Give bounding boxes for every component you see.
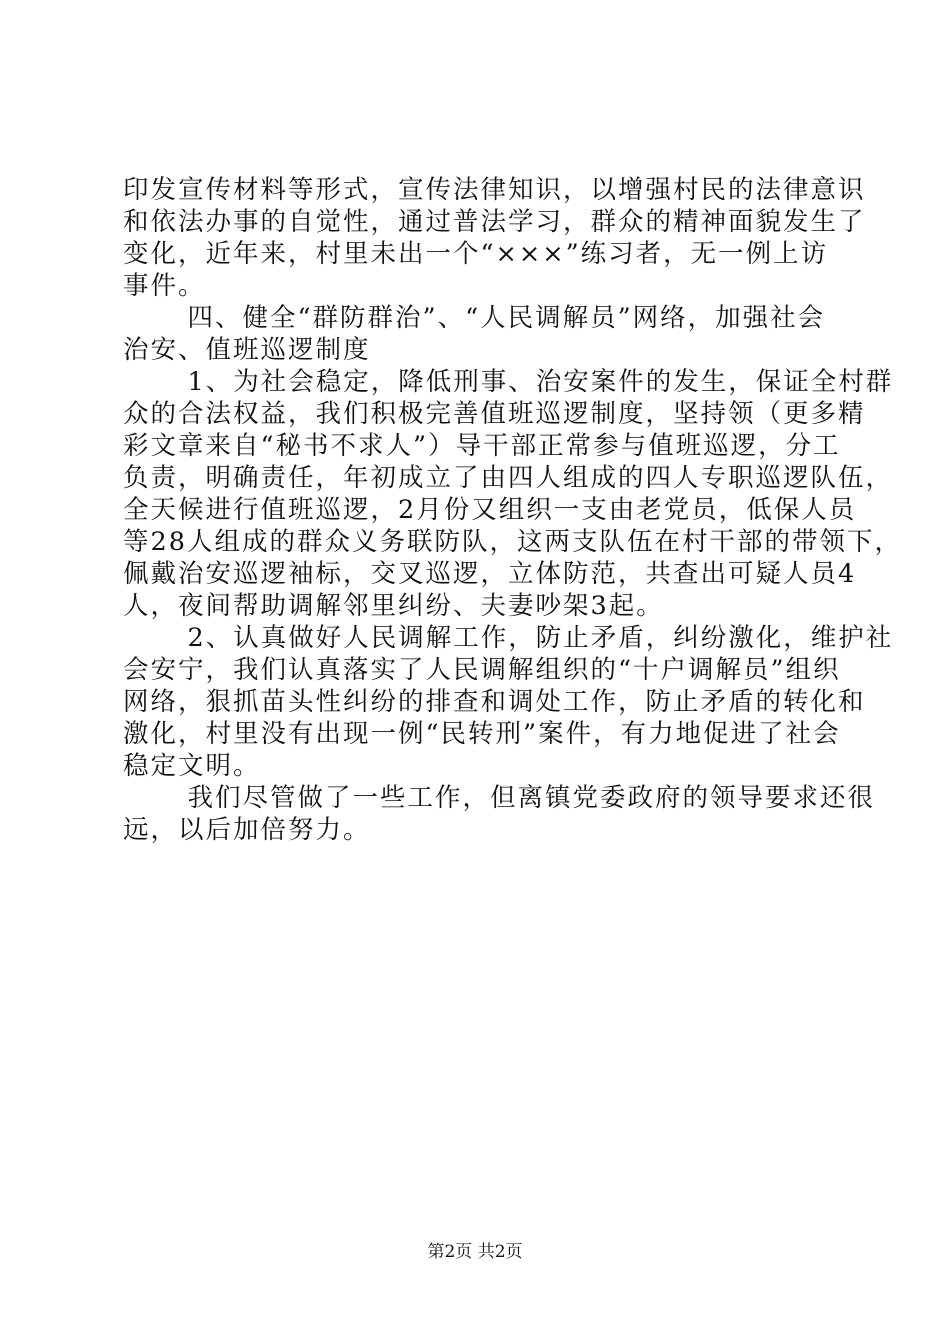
- section-heading-line: 治安、值班巡逻制度: [123, 335, 371, 365]
- body-text-line: 佩戴治安巡逻袖标，交叉巡逻，立体防范，共查出可疑人员4: [123, 559, 857, 589]
- body-text-line: 激化，村里没有出现一例“民转刑”案件，有力地促进了社会: [123, 719, 841, 749]
- body-text-line: 人，夜间帮助调解邻里纠纷、夫妻吵架3起。: [123, 591, 664, 621]
- body-text-line: 远，以后加倍努力。: [123, 815, 371, 845]
- section-heading-line: 四、健全“群防群治”、“人民调解员”网络，加强社会: [160, 303, 826, 333]
- body-text-line: 网络，狠抓苗头性纠纷的排查和调处工作，防止矛盾的转化和: [123, 687, 866, 717]
- body-text-line: 负责，明确责任，年初成立了由四人组成的四人专职巡逻队伍，: [123, 463, 894, 493]
- body-text-line: 等28人组成的群众义务联防队，这两支队伍在村干部的带领下，: [123, 527, 902, 557]
- body-text-line: 稳定文明。: [123, 751, 261, 781]
- body-text-line: 印发宣传材料等形式，宣传法律知识，以增强村民的法律意识: [123, 175, 866, 205]
- body-text-line: 全天候进行值班巡逻，2月份又组织一支由老党员，低保人员: [123, 495, 857, 525]
- body-text-line: 1、为社会稳定，降低刑事、治安案件的发生，保证全村群: [160, 367, 894, 397]
- body-text-line: 我们尽管做了一些工作，但离镇党委政府的领导要求还很: [160, 783, 876, 813]
- body-text-line: 彩文章来自“秘书不求人”）导干部正常参与值班巡逻，分工: [123, 431, 841, 461]
- body-text-line: 会安宁，我们认真落实了人民调解组织的“十户调解员”组织: [123, 655, 841, 685]
- body-text-line: 2、认真做好人民调解工作，防止矛盾，纠纷激化，维护社: [160, 623, 894, 653]
- body-text-line: 众的合法权益，我们积极完善值班巡逻制度，坚持领（更多精: [123, 399, 866, 429]
- body-text-line: 事件。: [123, 271, 206, 301]
- body-text-line: 变化，近年来，村里未出一个“×××”练习者，无一例上访: [123, 239, 829, 269]
- page-number-footer: 第2页 共2页: [427, 1242, 523, 1262]
- body-text-line: 和依法办事的自觉性，通过普法学习，群众的精神面貌发生了: [123, 207, 866, 237]
